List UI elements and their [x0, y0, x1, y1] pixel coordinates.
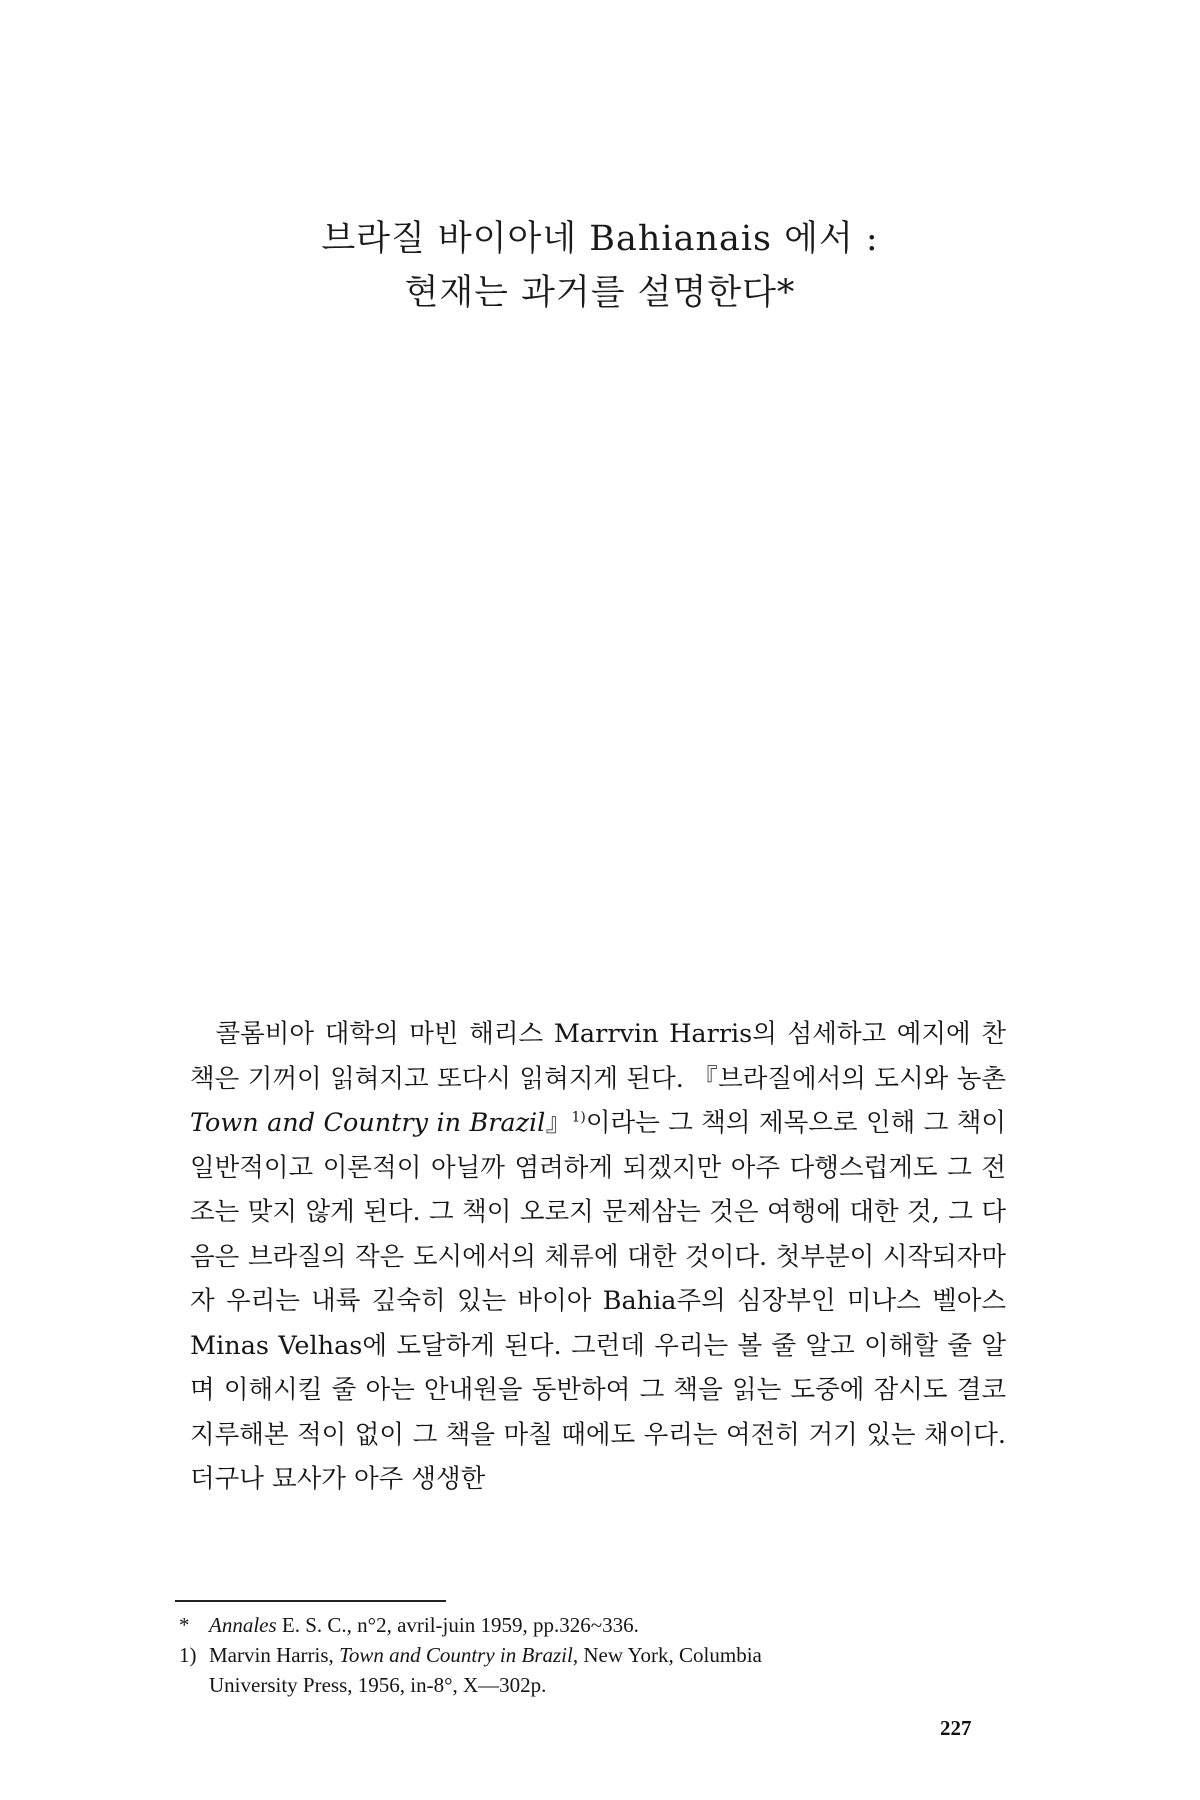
footnote-star: [175, 1610, 1010, 1640]
paragraph: [190, 1012, 1006, 1502]
journal-name: Annales: [209, 1613, 277, 1637]
journal-citation: E. S. C., n°2, avril-juin 1959, pp.326~336.: [276, 1613, 639, 1637]
book-title-italic: Town and Country in Brazil: [190, 1108, 546, 1138]
publisher-place: , New York, Columbia: [572, 1643, 762, 1667]
chapter-title-line-2: 현재는 과거를 설명한다*: [404, 273, 796, 313]
body-paragraph: [190, 1012, 1006, 1502]
author-name: Marvin Harris,: [209, 1643, 340, 1667]
footnote-reference: 1): [571, 1109, 586, 1126]
footnotes: [175, 1610, 1010, 1700]
page-number: 227: [940, 1716, 972, 1740]
footnote-mark: *: [179, 1613, 190, 1637]
chapter-title-line-1: 브라질 바이아네 Bahianais 에서 :: [321, 219, 879, 259]
closing-bracket: 』: [545, 1108, 572, 1138]
publisher-details: University Press, 1956, in-8°, X—302p.: [209, 1673, 547, 1697]
footnote-1-continued: [175, 1670, 1010, 1700]
paragraph-intro: 콜롬비아 대학의 마빈 해리스 Marrvin Harris의 섬세하고 예지에 찬 책은 기꺼이 읽혀지고 또다시 읽혀지게 된다. 『브라질에서의 도시와 농촌: [190, 1019, 1006, 1094]
chapter-title: [0, 212, 1200, 320]
paragraph-rest: 이라는 그 책의 제목으로 인해 그 책이 일반적이고 이론적이 아닐까 염려하게 되겠지만 아주 다행스럽게도 그 전조는 맞지 않게 된다. 그 책이 오로지 문제삼는 것은 여행에 대한 것, 그 다음은 브라질의 작은 도시에서의 체류에 대한 것이다. 첫부분이 시작되자마자 우리는 내륙 깊숙히 있는 바이아 Bahia주의 심장부인 미나스 벨아스 Minas Velhas에 도달하게 된다. 그런데 우리는 볼 줄 알고 이해할 줄 알며 이해시킬 줄 아는 안내원을 동반하여 그 책을 읽는 도중에 잠시도 결코 지루해본 적이 없이 그 책을 마칠 때에도 우리는 여전히 거기 있는 채이다. 더구나 묘사가 아주 생생한: [190, 1108, 1006, 1494]
footnote-mark: 1): [179, 1643, 197, 1667]
footnote-divider: [175, 1600, 446, 1602]
footnote-1: [175, 1640, 1010, 1670]
book-title-italic: Town and Country in Brazil: [339, 1643, 573, 1667]
